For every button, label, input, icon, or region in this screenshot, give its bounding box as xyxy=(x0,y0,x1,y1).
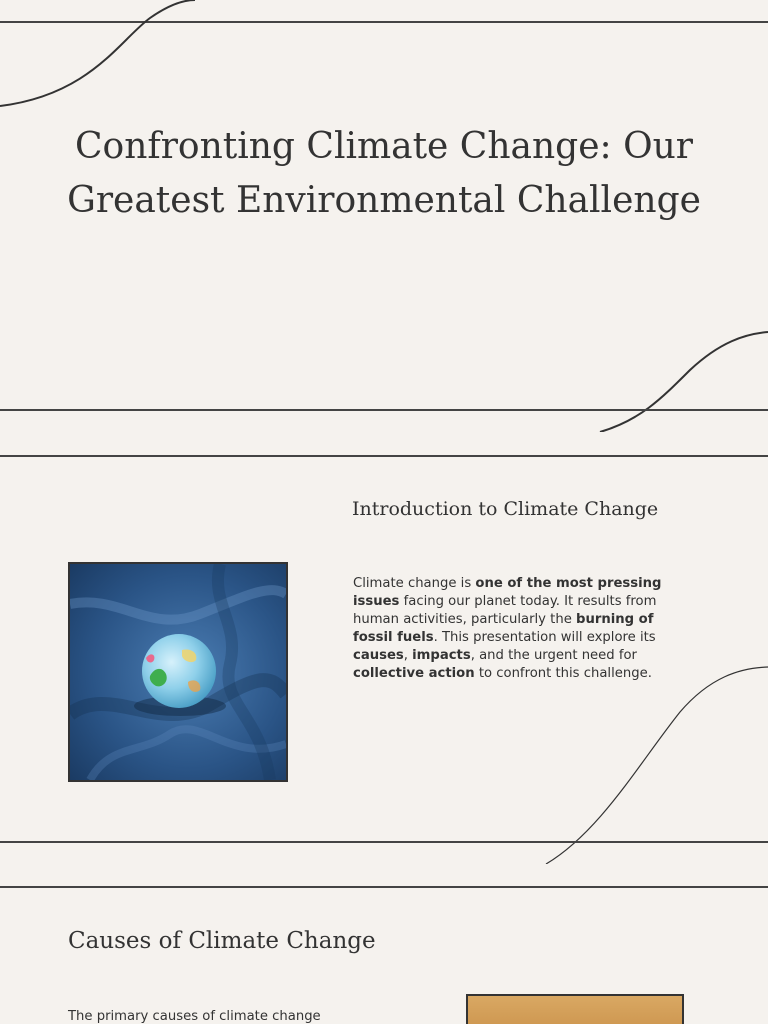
causes-paragraph: The primary causes of climate change xyxy=(68,1009,321,1024)
causes-heading: Causes of Climate Change xyxy=(68,928,376,954)
presentation-title: Confronting Climate Change: Our Greatest Environmental Challenge xyxy=(67,126,701,221)
paragraph-text: , and the urgent need for xyxy=(470,648,637,663)
emphasis-text: collective action xyxy=(353,666,475,681)
decorative-curve xyxy=(0,432,768,864)
paragraph-text: Climate change is xyxy=(353,576,476,591)
curve-bottom-right xyxy=(600,332,768,432)
curve-top-left xyxy=(0,0,195,106)
title-slide xyxy=(0,0,768,432)
paragraph-text: . This presentation will explore its xyxy=(433,630,656,645)
introduction-slide xyxy=(0,432,768,864)
introduction-heading: Introduction to Climate Change xyxy=(352,498,659,520)
bottom-rule xyxy=(0,409,768,411)
emphasis-text: causes xyxy=(353,648,404,663)
paragraph-text: , xyxy=(403,648,413,663)
paragraph-text: to confront this challenge. xyxy=(474,666,652,681)
bottom-rule xyxy=(0,841,768,843)
emphasis-text: impacts xyxy=(412,648,471,663)
causes-image xyxy=(466,994,684,1024)
emphasis-text: burning of fossil fuels xyxy=(353,612,654,645)
top-rule xyxy=(0,886,768,888)
causes-slide xyxy=(0,864,768,1024)
paragraph-text: facing our planet today. It results from human activities, particularly the xyxy=(353,594,657,627)
emphasis-text: one of the most pressing issues xyxy=(353,576,662,609)
